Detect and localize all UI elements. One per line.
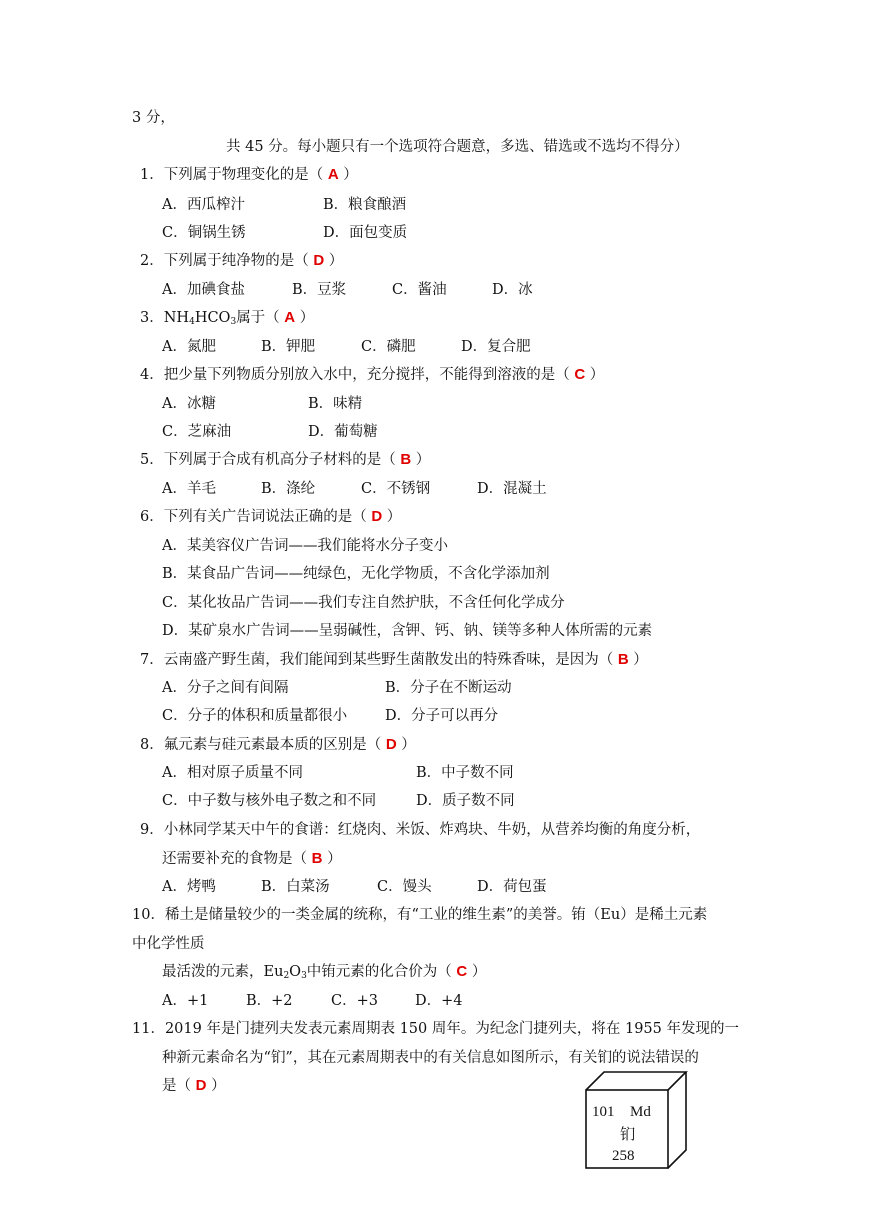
question-stem: 把少量下列物质分别放入水中，充分搅拌，不能得到溶液的是（ bbox=[163, 367, 570, 383]
element-name: 钔 bbox=[620, 1127, 636, 1143]
option: C．中子数与核外电子数之和不同 bbox=[162, 793, 377, 809]
option: D．+4 bbox=[415, 993, 463, 1009]
formula-subscript: 3 bbox=[230, 317, 237, 327]
option: A．某美容仪广告词——我们能将水分子变小 bbox=[162, 538, 448, 554]
question-close: ） bbox=[343, 167, 358, 183]
option: B．分子在不断运动 bbox=[385, 680, 512, 696]
question-stem: 属于（ bbox=[236, 310, 280, 326]
question-number: 2． bbox=[140, 253, 164, 269]
question-stem: 最活泼的元素，Eu bbox=[162, 964, 284, 980]
answer-mark: D bbox=[371, 508, 383, 525]
question-3 bbox=[140, 308, 314, 332]
answer-mark: B bbox=[400, 451, 412, 468]
question-close: ） bbox=[211, 1078, 226, 1094]
question-close: ） bbox=[386, 509, 402, 525]
option: A．相对原子质量不同 bbox=[162, 765, 303, 781]
question-close: ） bbox=[327, 851, 342, 867]
option: C．铜锅生锈 bbox=[162, 225, 246, 241]
element-symbol: Md bbox=[630, 1104, 651, 1120]
question-number: 8． bbox=[140, 737, 164, 753]
question-number: 5． bbox=[140, 452, 164, 468]
question-stem: 还需要补充的食物是（ bbox=[162, 851, 307, 867]
question-number: 9． bbox=[140, 822, 164, 838]
score-note: 3 分， bbox=[132, 110, 175, 126]
option: B．中子数不同 bbox=[416, 765, 514, 781]
formula-subscript: 4 bbox=[189, 317, 195, 327]
question-6 bbox=[140, 507, 401, 527]
answer-mark: C bbox=[456, 963, 468, 980]
option: A．分子之间有间隔 bbox=[162, 680, 289, 696]
question-stem: 是（ bbox=[162, 1078, 191, 1094]
atomic-mass: 258 bbox=[612, 1148, 635, 1164]
option: D．混凝土 bbox=[477, 481, 547, 497]
option: D．冰 bbox=[492, 282, 533, 298]
formula-subscript: 3 bbox=[301, 971, 307, 981]
question-number: 10． bbox=[132, 907, 165, 923]
formula-part: NH bbox=[163, 310, 190, 326]
question-number: 1． bbox=[140, 167, 164, 183]
option: B．味精 bbox=[308, 396, 363, 412]
answer-mark: A bbox=[284, 309, 296, 326]
question-stem: 下列属于物理变化的是（ bbox=[163, 167, 324, 183]
answer-mark: D bbox=[313, 252, 325, 269]
question-stem: 云南盛产野生菌，我们能闻到某些野生菌散发出的特殊香味，是因为（ bbox=[163, 652, 614, 668]
option: A．加碘食盐 bbox=[162, 282, 245, 298]
question-close: ） bbox=[471, 964, 487, 980]
question-number: 11． bbox=[132, 1021, 165, 1037]
question-7 bbox=[140, 650, 648, 670]
answer-mark: A bbox=[327, 166, 339, 183]
option: C．+3 bbox=[331, 993, 378, 1009]
option: A．烤鸭 bbox=[162, 879, 216, 895]
question-stem: 2019 年是门捷列夫发表元素周期表 150 周年。为纪念门捷列夫，将在 1955 年发现的一 bbox=[164, 1021, 739, 1037]
question-close: ） bbox=[328, 253, 344, 269]
question-10-cont2 bbox=[162, 962, 486, 986]
option: A．羊毛 bbox=[162, 481, 216, 497]
option: C．不锈钢 bbox=[361, 481, 431, 497]
question-number: 4． bbox=[140, 367, 164, 383]
formula-part: HCO bbox=[194, 310, 231, 326]
option: D．面包变质 bbox=[323, 225, 408, 241]
question-1 bbox=[140, 165, 358, 185]
option: C．酱油 bbox=[392, 282, 447, 298]
question-11 bbox=[132, 1019, 739, 1039]
formula-part: O bbox=[289, 964, 302, 980]
element-card-top bbox=[586, 1072, 686, 1090]
question-8 bbox=[140, 735, 416, 755]
answer-mark: C bbox=[574, 366, 586, 383]
element-card bbox=[584, 1070, 688, 1170]
option: B．钾肥 bbox=[261, 339, 316, 355]
option: A．冰糖 bbox=[162, 396, 216, 412]
answer-mark: D bbox=[195, 1077, 207, 1094]
section-instructions: 共 45 分。每小题只有一个选项符合题意，多选、错选或不选均不得分） bbox=[226, 139, 689, 155]
question-5 bbox=[140, 450, 430, 470]
question-close: ） bbox=[633, 652, 648, 668]
option: B．涤纶 bbox=[261, 481, 316, 497]
question-number: 7． bbox=[140, 652, 164, 668]
question-11-cont2 bbox=[162, 1076, 226, 1096]
answer-mark: B bbox=[617, 651, 629, 668]
question-4 bbox=[140, 365, 604, 385]
answer-mark: D bbox=[385, 736, 397, 753]
option: A．氮肥 bbox=[162, 339, 216, 355]
question-9-cont bbox=[162, 849, 342, 869]
question-number: 3． bbox=[140, 310, 164, 326]
option: D．葡萄糖 bbox=[308, 424, 378, 440]
option: B．某食品广告词——纯绿色，无化学物质，不含化学添加剂 bbox=[162, 566, 550, 582]
option: C．磷肥 bbox=[361, 339, 416, 355]
question-close: ） bbox=[415, 452, 431, 468]
question-9 bbox=[140, 820, 700, 840]
question-close: ） bbox=[589, 367, 605, 383]
question-close: ） bbox=[401, 737, 416, 753]
option: B．+2 bbox=[246, 993, 293, 1009]
option: A．西瓜榨汁 bbox=[162, 197, 245, 213]
option: C．分子的体积和质量都很小 bbox=[162, 708, 348, 724]
option: A．+1 bbox=[162, 993, 209, 1009]
question-stem: 稀土是储量较少的一类金属的统称，有“工业的维生素”的美誉。铕（Eu）是稀土元素 bbox=[164, 907, 708, 923]
question-stem: 下列有关广告词说法正确的是（ bbox=[163, 509, 367, 525]
formula-subscript: 2 bbox=[283, 971, 290, 981]
question-stem: 下列属于合成有机高分子材料的是（ bbox=[163, 452, 396, 468]
option: B．粮食酿酒 bbox=[323, 197, 407, 213]
option: D．复合肥 bbox=[461, 339, 531, 355]
option: D．质子数不同 bbox=[416, 793, 515, 809]
option: C．馒头 bbox=[377, 879, 432, 895]
atomic-number: 101 bbox=[592, 1104, 615, 1120]
question-stem: 小林同学某天中午的食谱：红烧肉、米饭、炸鸡块、牛奶，从营养均衡的角度分析， bbox=[163, 822, 701, 838]
question-10-cont: 中化学性质 bbox=[132, 936, 205, 952]
option: D．某矿泉水广告词——呈弱碱性，含钾、钙、钠、镁等多种人体所需的元素 bbox=[162, 623, 653, 639]
question-stem: 下列属于纯净物的是（ bbox=[163, 253, 309, 269]
answer-mark: B bbox=[311, 850, 323, 867]
question-11-cont: 种新元素命名为“钔”，其在元素周期表中的有关信息如图所示，有关钔的说法错误的 bbox=[162, 1050, 699, 1066]
option: D．分子可以再分 bbox=[385, 708, 499, 724]
question-stem: 中铕元素的化合价为（ bbox=[306, 964, 452, 980]
option: B．豆浆 bbox=[292, 282, 347, 298]
option: C．某化妆品广告词——我们专注自然护肤，不含任何化学成分 bbox=[162, 595, 565, 611]
question-close: ） bbox=[299, 310, 315, 326]
question-2 bbox=[140, 251, 343, 271]
option: B．白菜汤 bbox=[261, 879, 330, 895]
question-stem: 氟元素与硅元素最本质的区别是（ bbox=[163, 737, 382, 753]
option: D．荷包蛋 bbox=[477, 879, 547, 895]
option: C．芝麻油 bbox=[162, 424, 232, 440]
question-10 bbox=[132, 905, 707, 925]
question-number: 6． bbox=[140, 509, 164, 525]
